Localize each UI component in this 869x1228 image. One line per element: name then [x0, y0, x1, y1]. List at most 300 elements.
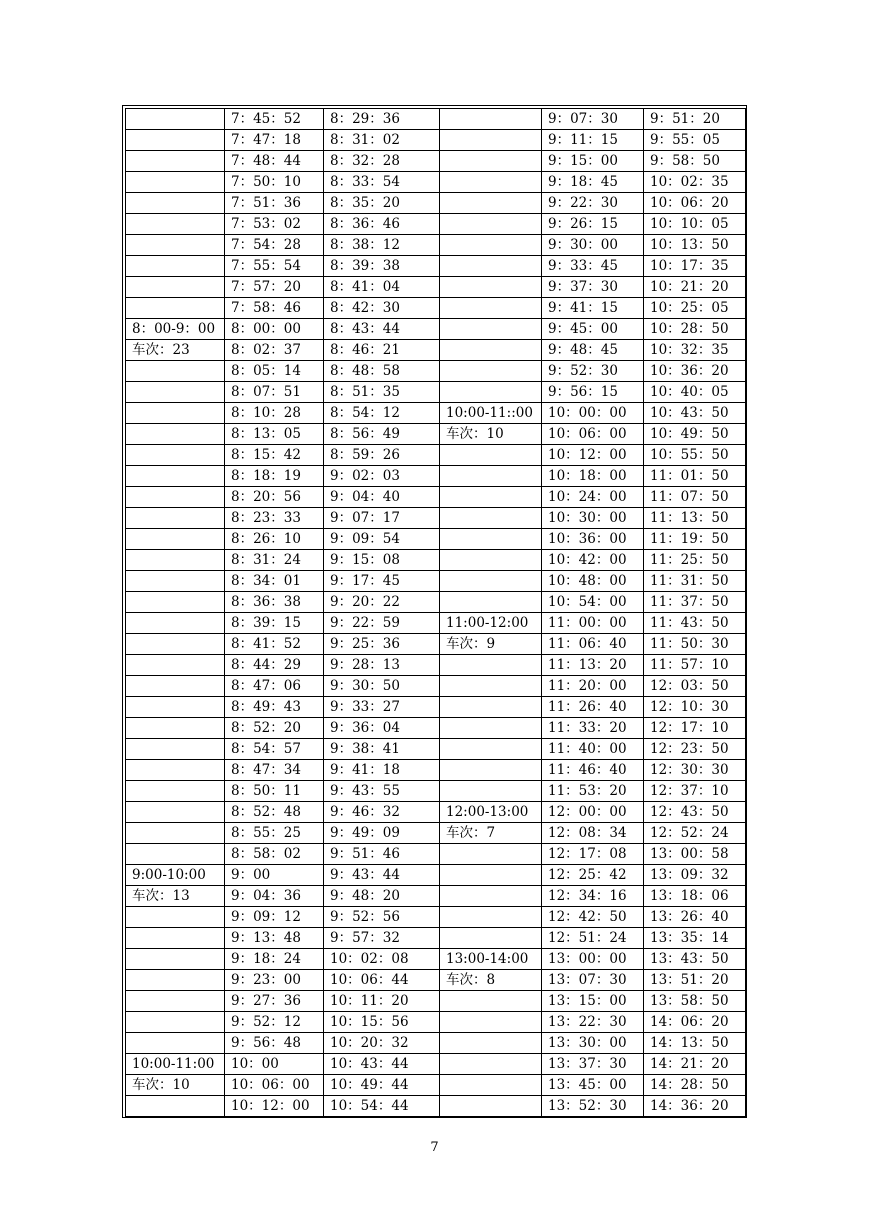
time-cell: 9：43：55 — [324, 781, 440, 802]
time-cell: 8：29：36 — [324, 109, 440, 130]
time-cell: 11：20：00 — [542, 676, 644, 697]
period-label-cell: 13:00-14:00 — [440, 949, 542, 970]
time-cell: 9：27：36 — [225, 991, 324, 1012]
period-label-cell — [126, 760, 225, 781]
table-row — [126, 382, 746, 403]
time-cell: 10：30：00 — [542, 508, 644, 529]
table-row — [126, 802, 746, 823]
period-label-cell — [440, 760, 542, 781]
period-label-cell — [126, 466, 225, 487]
period-label-cell — [126, 550, 225, 571]
period-label-cell — [126, 928, 225, 949]
period-label-cell — [126, 718, 225, 739]
time-cell: 8：54：12 — [324, 403, 440, 424]
time-cell: 10：06：00 — [542, 424, 644, 445]
period-label-cell: 12:00-13:00 — [440, 802, 542, 823]
time-cell: 13：00：00 — [542, 949, 644, 970]
time-cell: 10：10：05 — [644, 214, 746, 235]
period-label-cell — [126, 781, 225, 802]
period-label-cell — [126, 823, 225, 844]
period-label-cell — [440, 193, 542, 214]
table-row — [126, 361, 746, 382]
table-row — [126, 970, 746, 991]
time-cell: 11：25：50 — [644, 550, 746, 571]
time-cell: 7：58：46 — [225, 298, 324, 319]
time-cell: 8：58：02 — [225, 844, 324, 865]
period-label-cell: 8：00-9：00 — [126, 319, 225, 340]
table-row — [126, 256, 746, 277]
time-cell: 12：37：10 — [644, 781, 746, 802]
time-cell: 9：09：54 — [324, 529, 440, 550]
time-cell: 8：26：10 — [225, 529, 324, 550]
time-cell: 8：38：12 — [324, 235, 440, 256]
time-cell: 10：25：05 — [644, 298, 746, 319]
period-label-cell — [126, 697, 225, 718]
time-cell: 12：17：10 — [644, 718, 746, 739]
time-cell: 10：17：35 — [644, 256, 746, 277]
time-cell: 10：12：00 — [225, 1096, 324, 1117]
period-label-cell — [126, 361, 225, 382]
time-cell: 13：45：00 — [542, 1075, 644, 1096]
time-cell: 10：02：35 — [644, 172, 746, 193]
time-cell: 9：52：12 — [225, 1012, 324, 1033]
time-cell: 8：33：54 — [324, 172, 440, 193]
time-cell: 13：58：50 — [644, 991, 746, 1012]
time-cell: 8：47：34 — [225, 760, 324, 781]
table-row — [126, 172, 746, 193]
time-cell: 8：39：15 — [225, 613, 324, 634]
table-row — [126, 697, 746, 718]
period-label-cell — [440, 151, 542, 172]
time-cell: 10：06：20 — [644, 193, 746, 214]
time-cell: 8：42：30 — [324, 298, 440, 319]
time-cell: 13：52：30 — [542, 1096, 644, 1117]
time-cell: 8：02：37 — [225, 340, 324, 361]
period-label-cell — [126, 487, 225, 508]
departure-schedule-table — [125, 108, 746, 1117]
time-cell: 9：30：00 — [542, 235, 644, 256]
time-cell: 7：57：20 — [225, 277, 324, 298]
time-cell: 10：11：20 — [324, 991, 440, 1012]
time-cell: 13：09：32 — [644, 865, 746, 886]
table-row — [126, 550, 746, 571]
time-cell: 8：55：25 — [225, 823, 324, 844]
time-cell: 10：06：44 — [324, 970, 440, 991]
time-cell: 9：55：05 — [644, 130, 746, 151]
time-cell: 11：13：20 — [542, 655, 644, 676]
time-cell: 10：49：44 — [324, 1075, 440, 1096]
time-cell: 12：30：30 — [644, 760, 746, 781]
period-label-cell — [440, 592, 542, 613]
table-row — [126, 235, 746, 256]
time-cell: 10：32：35 — [644, 340, 746, 361]
time-cell: 12：51：24 — [542, 928, 644, 949]
table-row — [126, 1012, 746, 1033]
time-cell: 9：11：15 — [542, 130, 644, 151]
time-cell: 8：39：38 — [324, 256, 440, 277]
time-cell: 7：47：18 — [225, 130, 324, 151]
period-label-cell — [440, 739, 542, 760]
table-row — [126, 109, 746, 130]
time-cell: 11：01：50 — [644, 466, 746, 487]
time-cell: 10：42：00 — [542, 550, 644, 571]
time-cell: 9：07：30 — [542, 109, 644, 130]
table-row — [126, 655, 746, 676]
time-cell: 9：51：20 — [644, 109, 746, 130]
period-label-cell — [126, 130, 225, 151]
period-label-cell — [126, 424, 225, 445]
period-label-cell: 10:00-11::00 — [440, 403, 542, 424]
period-label-cell — [440, 781, 542, 802]
time-cell: 7：48：44 — [225, 151, 324, 172]
period-label-cell — [126, 1033, 225, 1054]
table-row — [126, 949, 746, 970]
table-row — [126, 928, 746, 949]
period-label-cell — [440, 928, 542, 949]
table-row — [126, 1096, 746, 1117]
period-label-cell — [126, 613, 225, 634]
time-cell: 9：18：24 — [225, 949, 324, 970]
time-cell: 14：21：20 — [644, 1054, 746, 1075]
time-cell: 8：36：38 — [225, 592, 324, 613]
period-label-cell — [126, 949, 225, 970]
table-row — [126, 193, 746, 214]
period-label-cell: 车次：10 — [440, 424, 542, 445]
time-cell: 12：25：42 — [542, 865, 644, 886]
table-row — [126, 130, 746, 151]
table-row — [126, 1033, 746, 1054]
time-cell: 10：06：00 — [225, 1075, 324, 1096]
time-cell: 9：13：48 — [225, 928, 324, 949]
table-row — [126, 781, 746, 802]
period-label-cell — [126, 1012, 225, 1033]
time-cell: 9：52：30 — [542, 361, 644, 382]
time-cell: 9：49：09 — [324, 823, 440, 844]
time-cell: 9：51：46 — [324, 844, 440, 865]
period-label-cell — [126, 970, 225, 991]
time-cell: 10：13：50 — [644, 235, 746, 256]
time-cell: 10：54：44 — [324, 1096, 440, 1117]
time-cell: 10：12：00 — [542, 445, 644, 466]
time-cell: 9：41：18 — [324, 760, 440, 781]
time-cell: 8：41：04 — [324, 277, 440, 298]
time-cell: 8：56：49 — [324, 424, 440, 445]
period-label-cell — [440, 1054, 542, 1075]
time-cell: 8：07：51 — [225, 382, 324, 403]
period-label-cell: 10:00-11:00 — [126, 1054, 225, 1075]
table-row — [126, 886, 746, 907]
time-cell: 9：48：45 — [542, 340, 644, 361]
period-label-cell: 车次：9 — [440, 634, 542, 655]
time-cell: 9：33：27 — [324, 697, 440, 718]
time-cell: 13：07：30 — [542, 970, 644, 991]
period-label-cell: 车次：8 — [440, 970, 542, 991]
time-cell: 9：46：32 — [324, 802, 440, 823]
time-cell: 8：20：56 — [225, 487, 324, 508]
time-cell: 8：43：44 — [324, 319, 440, 340]
period-label-cell — [440, 214, 542, 235]
time-cell: 10：00 — [225, 1054, 324, 1075]
table-row — [126, 1075, 746, 1096]
time-cell: 14：28：50 — [644, 1075, 746, 1096]
table-row — [126, 907, 746, 928]
time-cell: 8：00：00 — [225, 319, 324, 340]
time-cell: 10：40：05 — [644, 382, 746, 403]
period-label-cell — [126, 991, 225, 1012]
time-cell: 8：52：20 — [225, 718, 324, 739]
period-label-cell — [126, 844, 225, 865]
time-cell: 9：20：22 — [324, 592, 440, 613]
time-cell: 9：23：00 — [225, 970, 324, 991]
period-label-cell — [440, 298, 542, 319]
time-cell: 9：41：15 — [542, 298, 644, 319]
period-label-cell — [126, 529, 225, 550]
period-label-cell — [126, 739, 225, 760]
time-cell: 10：49：50 — [644, 424, 746, 445]
time-cell: 8：44：29 — [225, 655, 324, 676]
time-cell: 8：10：28 — [225, 403, 324, 424]
time-cell: 8：15：42 — [225, 445, 324, 466]
time-cell: 9：33：45 — [542, 256, 644, 277]
period-label-cell — [126, 382, 225, 403]
period-label-cell — [126, 298, 225, 319]
period-label-cell — [440, 277, 542, 298]
table-row — [126, 571, 746, 592]
period-label-cell — [126, 109, 225, 130]
table-row — [126, 445, 746, 466]
time-cell: 8：48：58 — [324, 361, 440, 382]
time-cell: 10：28：50 — [644, 319, 746, 340]
period-label-cell: 11:00-12:00 — [440, 613, 542, 634]
time-cell: 10：43：50 — [644, 403, 746, 424]
time-cell: 12：52：24 — [644, 823, 746, 844]
period-label-cell — [126, 193, 225, 214]
period-label-cell — [440, 991, 542, 1012]
table-row — [126, 319, 746, 340]
time-cell: 9：02：03 — [324, 466, 440, 487]
table-row — [126, 424, 746, 445]
time-cell: 11：43：50 — [644, 613, 746, 634]
time-cell: 9：43：44 — [324, 865, 440, 886]
time-cell: 12：23：50 — [644, 739, 746, 760]
time-cell: 11：07：50 — [644, 487, 746, 508]
table-row — [126, 613, 746, 634]
time-cell: 8：50：11 — [225, 781, 324, 802]
period-label-cell — [440, 907, 542, 928]
period-label-cell — [126, 802, 225, 823]
time-cell: 10：54：00 — [542, 592, 644, 613]
table-row — [126, 844, 746, 865]
time-cell: 10：36：20 — [644, 361, 746, 382]
time-cell: 9：48：20 — [324, 886, 440, 907]
time-cell: 11：33：20 — [542, 718, 644, 739]
period-label-cell — [440, 130, 542, 151]
period-label-cell — [440, 844, 542, 865]
time-cell: 9：07：17 — [324, 508, 440, 529]
time-cell: 8：54：57 — [225, 739, 324, 760]
period-label-cell — [440, 865, 542, 886]
period-label-cell — [440, 445, 542, 466]
period-label-cell — [440, 109, 542, 130]
time-cell: 8：47：06 — [225, 676, 324, 697]
time-cell: 7：45：52 — [225, 109, 324, 130]
time-cell: 9：22：59 — [324, 613, 440, 634]
time-cell: 13：22：30 — [542, 1012, 644, 1033]
time-cell: 13：37：30 — [542, 1054, 644, 1075]
time-cell: 14：06：20 — [644, 1012, 746, 1033]
time-cell: 7：54：28 — [225, 235, 324, 256]
time-cell: 13：00：58 — [644, 844, 746, 865]
time-cell: 7：51：36 — [225, 193, 324, 214]
table-row — [126, 760, 746, 781]
period-label-cell — [440, 529, 542, 550]
time-cell: 8：13：05 — [225, 424, 324, 445]
time-cell: 8：31：02 — [324, 130, 440, 151]
time-cell: 12：42：50 — [542, 907, 644, 928]
period-label-cell — [126, 508, 225, 529]
period-label-cell — [126, 445, 225, 466]
period-label-cell: 9:00-10:00 — [126, 865, 225, 886]
time-cell: 10：55：50 — [644, 445, 746, 466]
time-cell: 9：25：36 — [324, 634, 440, 655]
period-label-cell — [126, 172, 225, 193]
time-cell: 8：35：20 — [324, 193, 440, 214]
time-cell: 9：58：50 — [644, 151, 746, 172]
period-label-cell — [126, 1096, 225, 1117]
table-row — [126, 823, 746, 844]
time-cell: 9：04：40 — [324, 487, 440, 508]
period-label-cell — [440, 340, 542, 361]
period-label-cell — [440, 1033, 542, 1054]
time-cell: 8：51：35 — [324, 382, 440, 403]
time-cell: 13：51：20 — [644, 970, 746, 991]
time-cell: 11：57：10 — [644, 655, 746, 676]
time-cell: 10：36：00 — [542, 529, 644, 550]
time-cell: 11：37：50 — [644, 592, 746, 613]
time-cell: 10：00：00 — [542, 403, 644, 424]
time-cell: 9：15：08 — [324, 550, 440, 571]
period-label-cell — [440, 1012, 542, 1033]
table-row — [126, 151, 746, 172]
period-label-cell — [440, 1075, 542, 1096]
period-label-cell — [126, 907, 225, 928]
time-cell: 8：34：01 — [225, 571, 324, 592]
time-cell: 9：56：48 — [225, 1033, 324, 1054]
table-row — [126, 403, 746, 424]
time-cell: 9：00 — [225, 865, 324, 886]
time-cell: 8：46：21 — [324, 340, 440, 361]
time-cell: 8：23：33 — [225, 508, 324, 529]
time-cell: 12：17：08 — [542, 844, 644, 865]
time-cell: 9：57：32 — [324, 928, 440, 949]
time-cell: 10：18：00 — [542, 466, 644, 487]
time-cell: 8：36：46 — [324, 214, 440, 235]
period-label-cell: 车次：13 — [126, 886, 225, 907]
time-cell: 13：35：14 — [644, 928, 746, 949]
time-cell: 7：53：02 — [225, 214, 324, 235]
time-cell: 9：28：13 — [324, 655, 440, 676]
period-label-cell — [440, 319, 542, 340]
time-cell: 12：10：30 — [644, 697, 746, 718]
schedule-body — [126, 109, 746, 1117]
time-cell: 12：34：16 — [542, 886, 644, 907]
time-cell: 9：22：30 — [542, 193, 644, 214]
period-label-cell — [440, 487, 542, 508]
period-label-cell — [126, 592, 225, 613]
period-label-cell — [440, 172, 542, 193]
time-cell: 12：08：34 — [542, 823, 644, 844]
table-row — [126, 739, 746, 760]
time-cell: 11：40：00 — [542, 739, 644, 760]
table-row — [126, 277, 746, 298]
time-cell: 14：13：50 — [644, 1033, 746, 1054]
period-label-cell — [126, 655, 225, 676]
time-cell: 7：55：54 — [225, 256, 324, 277]
time-cell: 10：24：00 — [542, 487, 644, 508]
table-row — [126, 340, 746, 361]
period-label-cell — [440, 655, 542, 676]
period-label-cell — [440, 235, 542, 256]
time-cell: 8：18：19 — [225, 466, 324, 487]
time-cell: 8：05：14 — [225, 361, 324, 382]
time-cell: 11：53：20 — [542, 781, 644, 802]
time-cell: 11：26：40 — [542, 697, 644, 718]
time-cell: 12：00：00 — [542, 802, 644, 823]
time-cell: 9：56：15 — [542, 382, 644, 403]
period-label-cell: 车次：10 — [126, 1075, 225, 1096]
time-cell: 8：49：43 — [225, 697, 324, 718]
period-label-cell — [440, 550, 542, 571]
period-label-cell — [126, 676, 225, 697]
time-cell: 10：15：56 — [324, 1012, 440, 1033]
time-cell: 9：38：41 — [324, 739, 440, 760]
table-row — [126, 1054, 746, 1075]
time-cell: 8：41：52 — [225, 634, 324, 655]
period-label-cell — [126, 214, 225, 235]
period-label-cell — [126, 235, 225, 256]
time-cell: 10：21：20 — [644, 277, 746, 298]
time-cell: 10：20：32 — [324, 1033, 440, 1054]
table-row — [126, 529, 746, 550]
time-cell: 9：30：50 — [324, 676, 440, 697]
period-label-cell — [126, 403, 225, 424]
time-cell: 7：50：10 — [225, 172, 324, 193]
period-label-cell — [126, 277, 225, 298]
table-row — [126, 592, 746, 613]
time-cell: 11：46：40 — [542, 760, 644, 781]
table-row — [126, 865, 746, 886]
time-cell: 9：15：00 — [542, 151, 644, 172]
time-cell: 11：06：40 — [542, 634, 644, 655]
time-cell: 8：52：48 — [225, 802, 324, 823]
time-cell: 11：50：30 — [644, 634, 746, 655]
period-label-cell: 车次：23 — [126, 340, 225, 361]
time-cell: 12：43：50 — [644, 802, 746, 823]
time-cell: 9：36：04 — [324, 718, 440, 739]
time-cell: 10：02：08 — [324, 949, 440, 970]
time-cell: 8：31：24 — [225, 550, 324, 571]
period-label-cell — [440, 571, 542, 592]
time-cell: 10：48：00 — [542, 571, 644, 592]
table-row — [126, 634, 746, 655]
time-cell: 13：15：00 — [542, 991, 644, 1012]
time-cell: 13：43：50 — [644, 949, 746, 970]
table-row — [126, 487, 746, 508]
time-cell: 9：09：12 — [225, 907, 324, 928]
time-cell: 9：52：56 — [324, 907, 440, 928]
period-label-cell — [440, 466, 542, 487]
period-label-cell — [440, 256, 542, 277]
